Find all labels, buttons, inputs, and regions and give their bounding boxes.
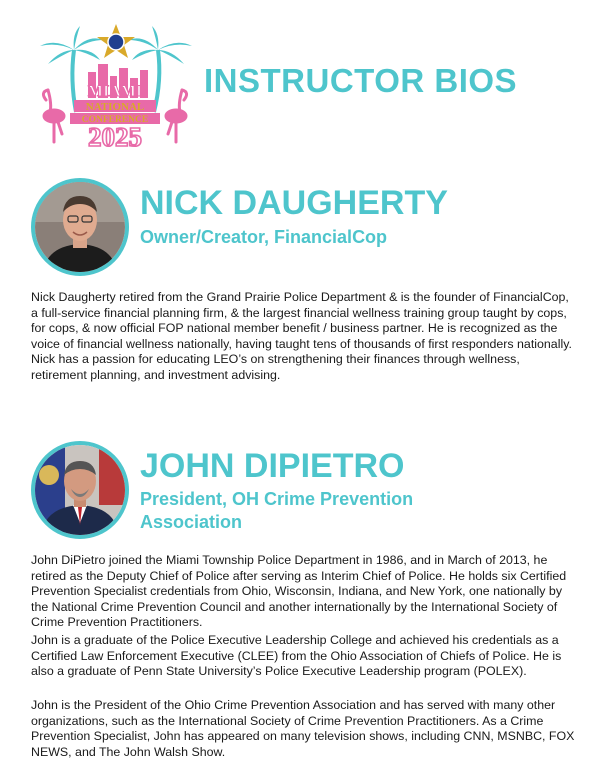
flamingo-left-icon <box>43 90 64 142</box>
fop-star-icon <box>97 24 135 58</box>
avatar-nick-daugherty <box>31 178 129 276</box>
instructor-role: President, OH Crime Prevention Association <box>140 489 414 532</box>
avatar-john-dipietro <box>31 441 129 539</box>
logo-text-conference: CONFERENCE <box>81 115 149 125</box>
page-title: INSTRUCTOR BIOS <box>204 62 518 99</box>
logo-text-national: NATIONAL <box>85 101 145 113</box>
instructor-name: JOHN DIPIETRO <box>140 447 405 485</box>
instructor-bio: Nick Daugherty retired from the Grand Prairie Police Department & is the founder of FinancialCop, a full-service financial planning firm, & the largest financial wellness training group taught by cops, for cops, & now official FOP national member benefit / business partner. He is recognized as the voice of financial wellness nationally, having taught tens of thousands of first responders nationally. Nick has a passion for educating LEO’s on strengthening their finances through wellness, retirement planning, and investment advising. <box>31 290 572 382</box>
flamingo-right-icon <box>166 90 187 142</box>
instructor-bio: John is the President of the Ohio Crime Prevention Association and has served with many other organizations, such as the International Society of Crime Prevention Practitioners. As a Crime Prevention Specialist, John has appeared on many television shows, including CNN, MSNBC, FOX NEWS, and The John Walsh Show. <box>31 698 575 759</box>
instructor-bio: John DiPietro joined the Miami Township Police Department in 1986, and in March of 2013, he retired as the Deputy Chief of Police after serving as Interim Chief of Police. He holds six Certified Prevention Specialist credentials from Ohio, Wisconsin, Indiana, and New York, one nationally by the National Crime Prevention Council and another internationally by the International Society of Crime Prevention Practitioners. <box>31 553 567 630</box>
logo-text-miami: MIAMI <box>87 83 143 100</box>
instructor-role: Owner/Creator, FinancialCop <box>140 227 388 247</box>
logo-text-year: 2025 <box>88 122 142 148</box>
conference-logo <box>36 20 194 148</box>
instructor-name: NICK DAUGHERTY <box>140 184 448 222</box>
instructor-bio: John is a graduate of the Police Executive Leadership College and achieved his credentials as a Certified Law Enforcement Executive (CLEE) from the Ohio Association of Chiefs of Police. He is also a graduate of Penn State University’s Police Executive Leadership program (POLEX). <box>31 633 562 679</box>
